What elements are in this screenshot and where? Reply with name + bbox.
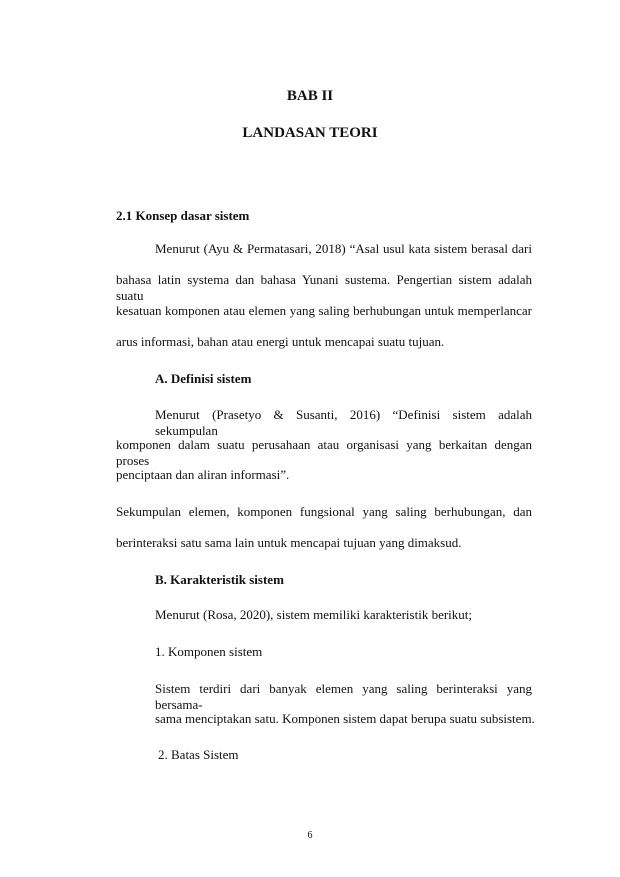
paragraph-line: komponen dalam suatu perusahaan atau organisasi yang berkaitan dengan proses (116, 437, 532, 468)
paragraph-line: penciptaan dan aliran informasi”. (116, 467, 290, 482)
page-number: 6 (307, 830, 313, 841)
paragraph-line: sama menciptakan satu. Komponen sistem dapat berupa suatu subsistem. (155, 711, 535, 726)
paragraph-line: Sekumpulan elemen, komponen fungsional yang saling berhubungan, dan (116, 504, 532, 519)
paragraph-line: Menurut (Prasetyo & Susanti, 2016) “Definisi sistem adalah sekumpulan (155, 407, 532, 438)
paragraph-line: Menurut (Ayu & Permatasari, 2018) “Asal usul kata sistem berasal dari (155, 241, 532, 256)
paragraph-line: bahasa latin systema dan bahasa Yunani sustema. Pengertian sistem adalah suatu (116, 272, 532, 303)
chapter-title: LANDASAN TEORI (242, 125, 378, 141)
subsection-heading: B. Karakteristik sistem (155, 572, 284, 587)
paragraph-line: kesatuan komponen atau elemen yang saling berhubungan untuk memperlancar (116, 303, 532, 318)
list-item-heading: 2. Batas Sistem (158, 747, 239, 762)
paragraph-line: Sistem terdiri dari banyak elemen yang saling berinteraksi yang bersama- (155, 681, 532, 712)
paragraph-line: Menurut (Rosa, 2020), sistem memiliki karakteristik berikut; (155, 607, 473, 622)
list-item-heading: 1. Komponen sistem (155, 644, 263, 659)
paragraph-line: arus informasi, bahan atau energi untuk mencapai suatu tujuan. (116, 334, 445, 349)
section-heading: 2.1 Konsep dasar sistem (116, 208, 250, 223)
subsection-heading: A. Definisi sistem (155, 371, 252, 386)
chapter-number: BAB II (286, 88, 334, 104)
paragraph-line: berinteraksi satu sama lain untuk mencapai tujuan yang dimaksud. (116, 535, 462, 550)
